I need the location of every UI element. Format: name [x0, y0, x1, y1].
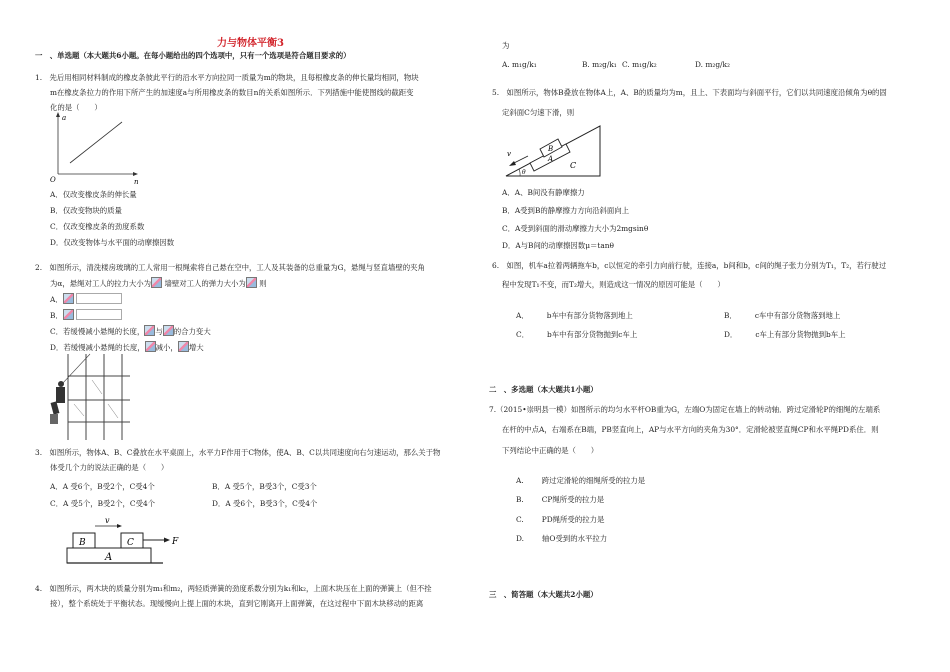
q3-opt-d: D．A 受6个，B受3个，C受4个 [212, 499, 318, 508]
q2-opt-a-letter: A． [50, 295, 63, 304]
q2-opt-b-letter: B． [50, 311, 63, 320]
q6-opt-c-letter: C． [516, 330, 530, 339]
q2-opt-d [50, 341, 204, 353]
q2-opt-d-text1: D．若缓慢减小悬绳的长度， [50, 343, 145, 352]
q4-line1: 4. 如图所示，两木块的质量分别为m₁和m₂，两轻质弹簧的劲度系数分别为k₁和k₂，上面木块压在上面的弹簧上（但不拴 [35, 584, 432, 593]
q5-incline-figure [504, 122, 604, 182]
q4-line3: 为 [502, 41, 510, 50]
q3-c-label: C [127, 538, 134, 548]
q6-opt-d-letter: D． [724, 330, 738, 339]
q3-a-label: A [105, 552, 113, 563]
q5-line1: 5. 如图所示，物体B叠放在物体A上，A、B的质量均为m，且上、下表面均与斜面平行，它们以共同速度沿倾角为θ的固 [492, 88, 887, 97]
q5-opt-c: C．A受到斜面的滑动摩擦力大小为2mgsinθ [502, 224, 649, 233]
q7-opt-b [516, 495, 604, 505]
q3-b-label: B [79, 538, 86, 548]
q2-opt-d-text2: 减小， [155, 343, 178, 352]
formula-image-icon [151, 277, 162, 288]
formula-image-icon [163, 325, 174, 336]
q5-theta-label: θ [522, 169, 526, 176]
q4-opt-c: C. m₁g/k₂ [622, 60, 657, 69]
q2-opt-c-text2: 与 [155, 327, 163, 336]
q5-c-label: C [570, 161, 577, 170]
q7-line1: 7.（2015•崇明县一模）如图所示的均匀水平杆OB重为G，左端O为固定在墙上的转动轴．跨过定滑轮P的细绳的左端系 [489, 405, 881, 414]
q3-opt-c: C．A 受5个，B受2个，C受4个 [50, 499, 156, 508]
formula-image-icon [246, 277, 257, 288]
formula-box [76, 293, 122, 304]
q7-opt-b-text: CP绳所受的拉力是 [541, 495, 605, 504]
q3-opt-a: A．A 受6个，B受2个，C受4个 [50, 482, 155, 491]
q7-opt-a-letter: A. [516, 476, 524, 485]
q7-opt-a [516, 476, 645, 486]
q1-origin: O [50, 176, 56, 184]
q2-line2-a: 为α，悬绳对工人的拉力大小为 [50, 279, 152, 288]
q4-opt-a: A. m₁g/k₁ [502, 60, 537, 69]
q2-opt-b [50, 309, 122, 321]
formula-box [76, 309, 122, 320]
formula-image-icon [145, 341, 156, 352]
q6-opt-a-letter: A． [516, 311, 529, 320]
q1-line3: 化的是（ ） [50, 103, 102, 112]
formula-image-icon [178, 341, 189, 352]
q7-line2: 在杆的中点A，右端系在B端，PB竖直向上，AP与水平方向的夹角为30°．定滑轮被竖直绳CP和水平绳PD系住．则 [502, 425, 879, 434]
q6-opt-b-letter: B． [724, 311, 737, 320]
q3-blocks-figure [67, 515, 187, 569]
q1-line2: m在橡皮条拉力的作用下所产生的加速度a与所用橡皮条的数目n的关系如图所示．下列措施中能使图线的截距变 [50, 88, 414, 97]
q5-v-label: v [507, 150, 511, 158]
section-single-choice: 一 、单选题（本大题共6小题。在每小题给出的四个选项中，只有一个选项是符合题目要求的） [35, 51, 351, 60]
q5-b-label: B [548, 145, 554, 153]
q1-graph-line [70, 122, 122, 163]
q4-opt-b: B. m₂g/k₁ [582, 60, 617, 69]
q5-opt-b: B．A受到B的静摩擦力方向沿斜面向上 [502, 206, 630, 215]
q3-line1: 3. 如图所示，物体A、B、C叠放在水平桌面上，水平力F作用于C物体，使A、B、C以共同速度向右匀速运动，那么关于物 [35, 448, 441, 457]
q4-line2: 接），整个系统处于平衡状态。现缓慢向上提上面的木块，直到它刚离开上面弹簧，在这过程中下面木块移动的距离 [50, 599, 424, 608]
q1-x-arrow [133, 172, 138, 176]
section-short-answer: 三 、简答题（本大题共2小题） [489, 590, 598, 599]
q6-opt-c-text: b车中有部分货物抛到c车上 [547, 330, 638, 339]
q7-opt-c-letter: C. [516, 515, 524, 524]
q5-opt-d: D．A与B间的动摩擦因数μ＝tanθ [502, 241, 614, 250]
q7-line3: 下列结论中正确的是（ ） [502, 446, 599, 455]
q3-line2: 体受几个力的说法正确的是（ ） [50, 463, 169, 472]
q6-opt-a-text: b车中有部分货物落到地上 [546, 311, 633, 320]
section-multi-choice: 二 、多选题（本大题共1小题） [489, 385, 598, 394]
q1-xlabel: n [134, 178, 139, 186]
q5-a-label: A [548, 155, 554, 163]
q2-opt-c-text1: C．若缓慢减小悬绳的长度， [50, 327, 145, 336]
q7-opt-c-text: PD绳所受的拉力是 [541, 515, 605, 524]
q2-line2-b: 墙壁对工人的弹力大小为 [164, 279, 246, 288]
formula-image-icon [63, 293, 74, 304]
q1-opt-b: B．仅改变物块的质量 [50, 206, 122, 215]
q2-line1: 2. 如图所示，清洗楼房玻璃的工人常用一根绳索将自己悬在空中，工人及其装备的总重量为G，悬绳与竖直墙壁的夹角 [35, 263, 425, 272]
q2-window-cleaner-figure [50, 354, 132, 442]
q3-opt-b: B．A 受5个，B受3个，C受3个 [212, 482, 317, 491]
q7-opt-d [516, 534, 607, 544]
q7-opt-a-text: 跨过定滑轮的细绳所受的拉力是 [541, 476, 646, 485]
q1-opt-c: C．仅改变橡皮条的劲度系数 [50, 222, 145, 231]
q6-line1: 6. 如图，机车a拉着两辆拖车b，c以恒定的牵引力向前行驶，连接a，b间和b，c间的绳子张力分别为T₁，T₂，若行驶过 [492, 261, 887, 270]
formula-image-icon [144, 325, 155, 336]
q7-opt-c [516, 515, 604, 525]
q6-opt-b [724, 311, 840, 321]
q6-opt-c [516, 330, 637, 340]
q1-opt-d: D．仅改变物体与水平面的动摩擦因数 [50, 238, 175, 247]
q6-opt-b-text: c车中有部分货物落到地上 [754, 311, 841, 320]
q2-line2-c: 则 [259, 279, 267, 288]
q2-opt-c [50, 325, 211, 337]
q2-opt-a [50, 293, 122, 305]
page-title: 力与物体平衡3 [217, 38, 284, 49]
formula-image-icon [63, 309, 74, 320]
q5-opt-a: A．A、B间没有静摩擦力 [502, 188, 585, 197]
q6-opt-a [516, 311, 633, 321]
q3-v-label: v [105, 516, 110, 525]
q7-opt-b-letter: B. [516, 495, 524, 504]
q1-figure [50, 112, 140, 186]
q1-y-arrow [56, 112, 60, 117]
q1-line1: 1. 先后用相同材料制成的橡皮条彼此平行的沿水平方向拉同一质量为m的物块，且每根橡皮条的伸长量均相同，物块 [35, 73, 419, 82]
q6-opt-d-text: c车上有部分货物抛到b车上 [755, 330, 846, 339]
q7-opt-d-letter: D. [516, 534, 525, 543]
q1-ylabel: a [62, 114, 67, 122]
q2-opt-c-text3: 的合力变大 [173, 327, 211, 336]
q2-line2 [50, 277, 267, 289]
q2-opt-d-text3: 增大 [188, 343, 204, 352]
q7-opt-d-text: 轴O受到的水平拉力 [542, 534, 608, 543]
q5-line2: 定斜面C匀速下滑，则 [502, 108, 575, 117]
q1-opt-a: A．仅改变橡皮条的伸长量 [50, 190, 137, 199]
q3-f-label: F [172, 537, 179, 547]
q6-line2: 程中发现T₁不变，而T₂增大，则造成这一情况的原因可能是（ ） [502, 280, 725, 289]
q4-opt-d: D. m₂g/k₂ [695, 60, 730, 69]
q6-opt-d [724, 330, 846, 340]
